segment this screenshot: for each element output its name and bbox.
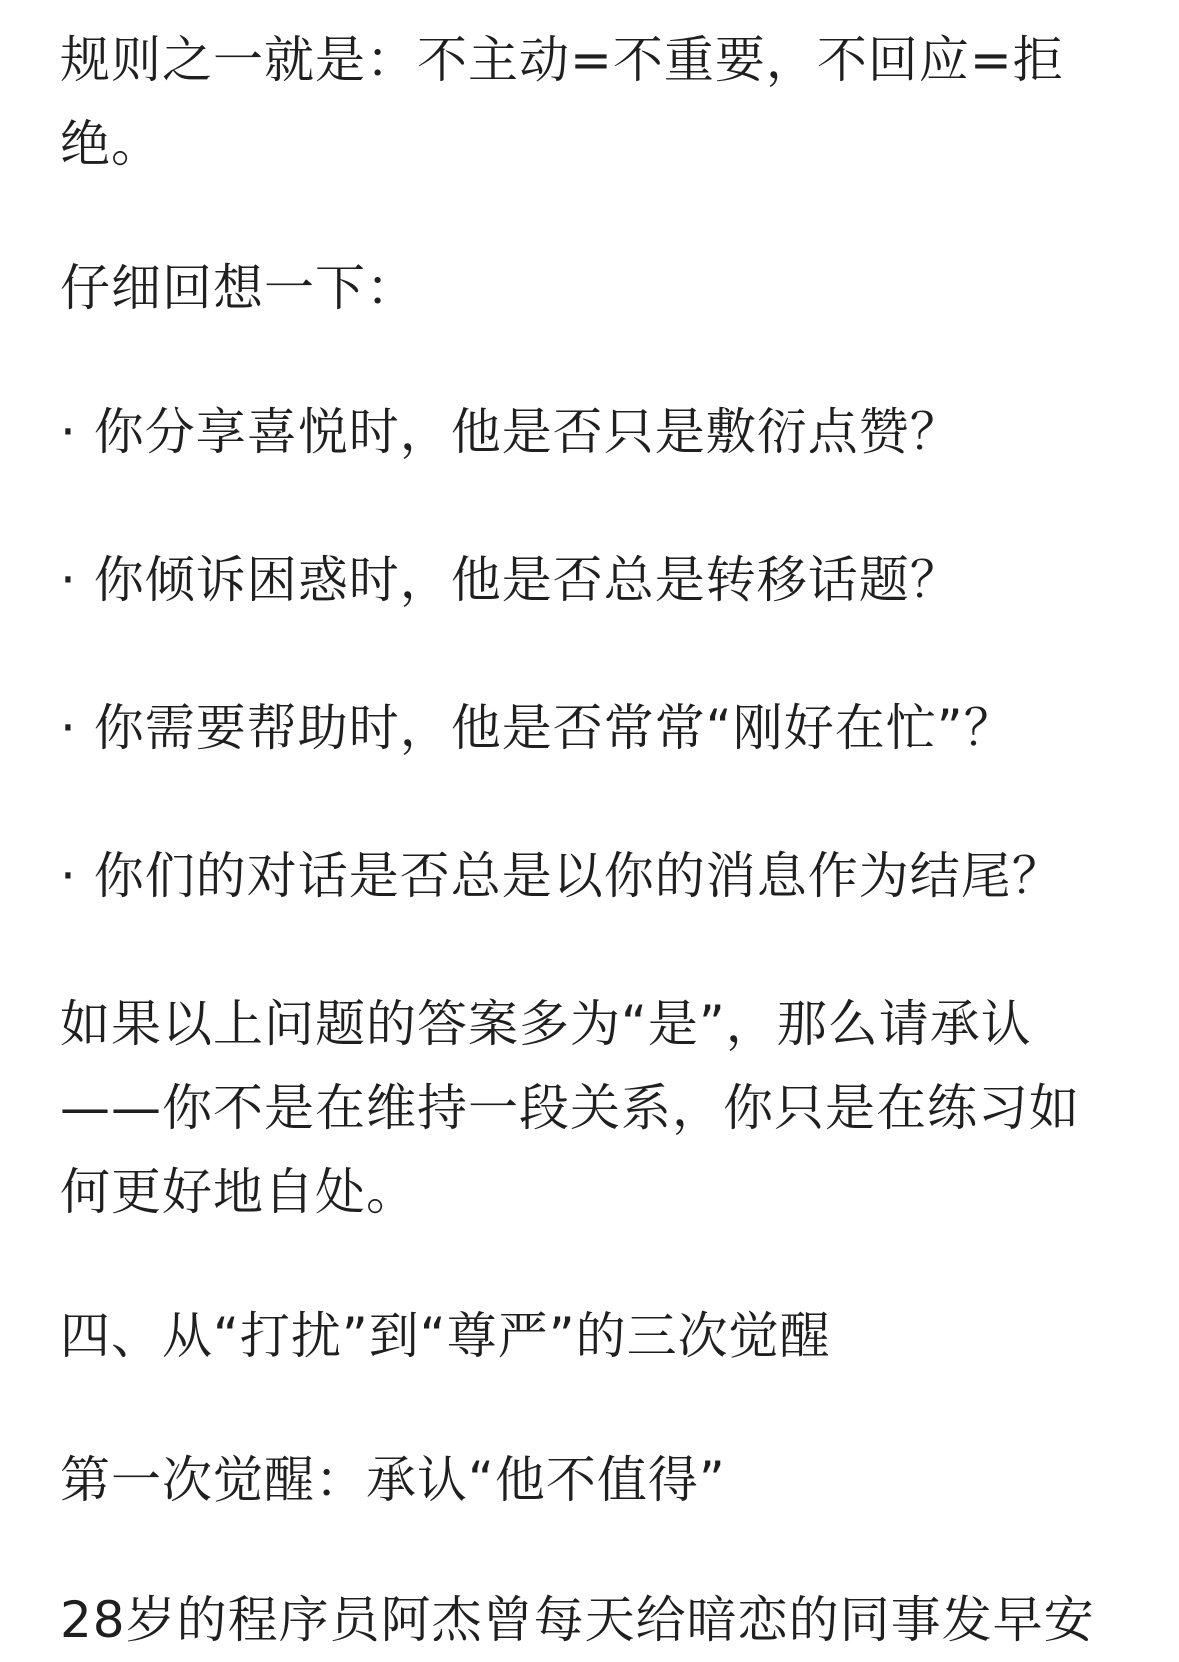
bullet-item-conversation-end: · 你们的对话是否总是以你的消息作为结尾？: [60, 847, 1063, 905]
paragraph-conclusion: 如果以上问题的答案多为“是”，那么请承认——你不是在维持一段关系，你只是在练习如何更好地自处。: [60, 995, 1080, 1221]
bullet-item-confiding: · 你倾诉困惑时，他是否总是转移话题？: [60, 551, 961, 609]
bullet-item-needing-help: · 你需要帮助时，他是否常常“刚好在忙”？: [60, 699, 1015, 757]
subheading-first-awakening: 第一次觉醒：承认“他不值得”: [60, 1451, 726, 1509]
paragraph-recall: 仔细回想一下：: [60, 259, 417, 317]
article-body: [60, 18, 1122, 1582]
bullet-item-sharing-joy: · 你分享喜悦时，他是否只是敷衍点赞？: [60, 403, 961, 461]
section-heading-three-awakenings: 四、从“打扰”到“尊严”的三次觉醒: [60, 1307, 831, 1365]
paragraph-cut-off: 28岁的程序员阿杰曾每天给暗恋的同事发早安: [60, 1591, 1095, 1649]
paragraph-rule: 规则之一就是：不主动=不重要，不回应=拒绝。: [60, 31, 1064, 173]
